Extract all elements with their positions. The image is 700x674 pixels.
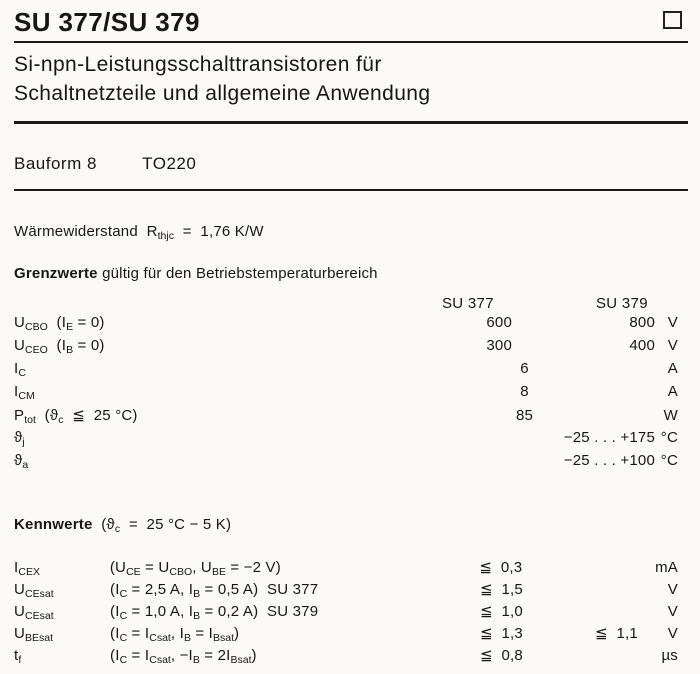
value-su379: −25 . . . +175 (563, 429, 655, 446)
table-row (14, 383, 688, 406)
subtitle-line2: Schaltnetzteile und allgemeine Anwendung (14, 82, 431, 105)
grenzwerte-heading: Grenzwerte gültig für den Betriebstemperaturbereich (14, 265, 378, 282)
unit: V (667, 581, 678, 598)
param-name: $I_C$ (14, 360, 26, 379)
param-name: $ϑ_j$ (14, 429, 25, 448)
thermal-resistance-line: Wärmewiderstand $R_{thjc} = 1,76$ K/W (14, 223, 264, 242)
unit: °C (660, 429, 678, 446)
unit: V (667, 625, 678, 642)
unit: V (667, 314, 678, 331)
condition: ($U_{CE} = U_{CBO}$, $U_{BE} = -2$ V) (109, 559, 281, 578)
title-divider (14, 41, 688, 43)
value-su377: 600 (486, 314, 512, 331)
value-su379: 400 (629, 337, 655, 354)
param-name: $U_{CEsat}$ (14, 603, 54, 622)
table-row (14, 580, 688, 602)
unit: °C (660, 452, 678, 469)
unit: A (667, 360, 678, 377)
subtitle-line1: Si-npn-Leistungsschalttransistoren für (14, 53, 382, 76)
value-su377: 300 (486, 337, 512, 354)
value-su377: ≦ 1,0 (480, 603, 523, 620)
unit: A (667, 383, 678, 400)
param-name: $P_{tot}$ ($ϑ_c$ ≦ 25 °C) (14, 407, 138, 426)
value-su379: ≦ 1,1 (595, 625, 638, 642)
package-label: TO220 (142, 154, 197, 173)
table-row (14, 429, 688, 452)
table-row (14, 602, 688, 624)
table-row (14, 624, 688, 646)
column-header-su379: SU 379 (596, 295, 648, 312)
value-su379: −25 . . . +100 (563, 452, 655, 469)
unit: V (667, 603, 678, 620)
unit: mA (655, 559, 678, 576)
value-shared: 6 (520, 360, 529, 377)
table-row (14, 314, 688, 337)
value-shared: 85 (515, 407, 534, 424)
param-name: $U_{CEsat}$ (14, 581, 54, 600)
table-row (14, 360, 688, 383)
param-name: $ϑ_a$ (14, 452, 29, 471)
column-header-su377: SU 377 (442, 295, 494, 312)
unit: V (667, 337, 678, 354)
page-title: SU 377/SU 379 (14, 7, 200, 37)
value-su377: ≦ 1,5 (480, 581, 523, 598)
condition: ($I_C = I_{Csat}$, $-I_B = 2I_{Bsat}$) (110, 647, 257, 666)
value-su379: 800 (629, 314, 655, 331)
param-name: $U_{CEO}$ $(I_B = 0)$ (14, 337, 105, 356)
table-row (14, 646, 688, 668)
param-name: $I_{CEX}$ (14, 559, 40, 578)
param-name: $I_{CM}$ (14, 383, 35, 402)
header (14, 8, 688, 36)
condition: ($I_C = 1,0$ A, $I_B = 0,2$ A) SU 379 (110, 603, 319, 622)
column-headers (14, 295, 688, 314)
unit: µs (661, 647, 678, 664)
table-row (14, 558, 688, 580)
unit: W (663, 407, 678, 424)
grenzwerte-table (14, 314, 688, 475)
param-name: $U_{BEsat}$ (14, 625, 54, 644)
bauform-row (14, 154, 688, 174)
param-name: $U_{CBO}$ $(I_E = 0)$ (14, 314, 105, 333)
value-shared: 8 (520, 383, 529, 400)
param-name: $t_f$ (14, 647, 22, 666)
condition: ($I_C = 2,5$ A, $I_B = 0,5$ A) SU 377 (110, 581, 319, 600)
table-row (14, 406, 688, 429)
kennwerte-heading: Kennwerte ($ϑ_c = 25$ °C − 5 K) (14, 516, 232, 535)
table-row (14, 337, 688, 360)
bauform-label: Bauform 8 (14, 154, 97, 173)
condition: ($I_C = I_{Csat}$, $I_B = I_{Bsat}$) (110, 625, 240, 644)
value-su377: ≦ 1,3 (480, 625, 523, 642)
corner-square-icon (663, 11, 682, 29)
value-su377: ≦ 0,8 (480, 647, 523, 664)
bauform-divider (14, 189, 688, 191)
subtitle-divider (14, 121, 688, 124)
value-su377: ≦ 0,3 (479, 559, 523, 576)
subtitle (14, 50, 688, 108)
table-row (14, 452, 688, 475)
kennwerte-table (14, 558, 688, 668)
